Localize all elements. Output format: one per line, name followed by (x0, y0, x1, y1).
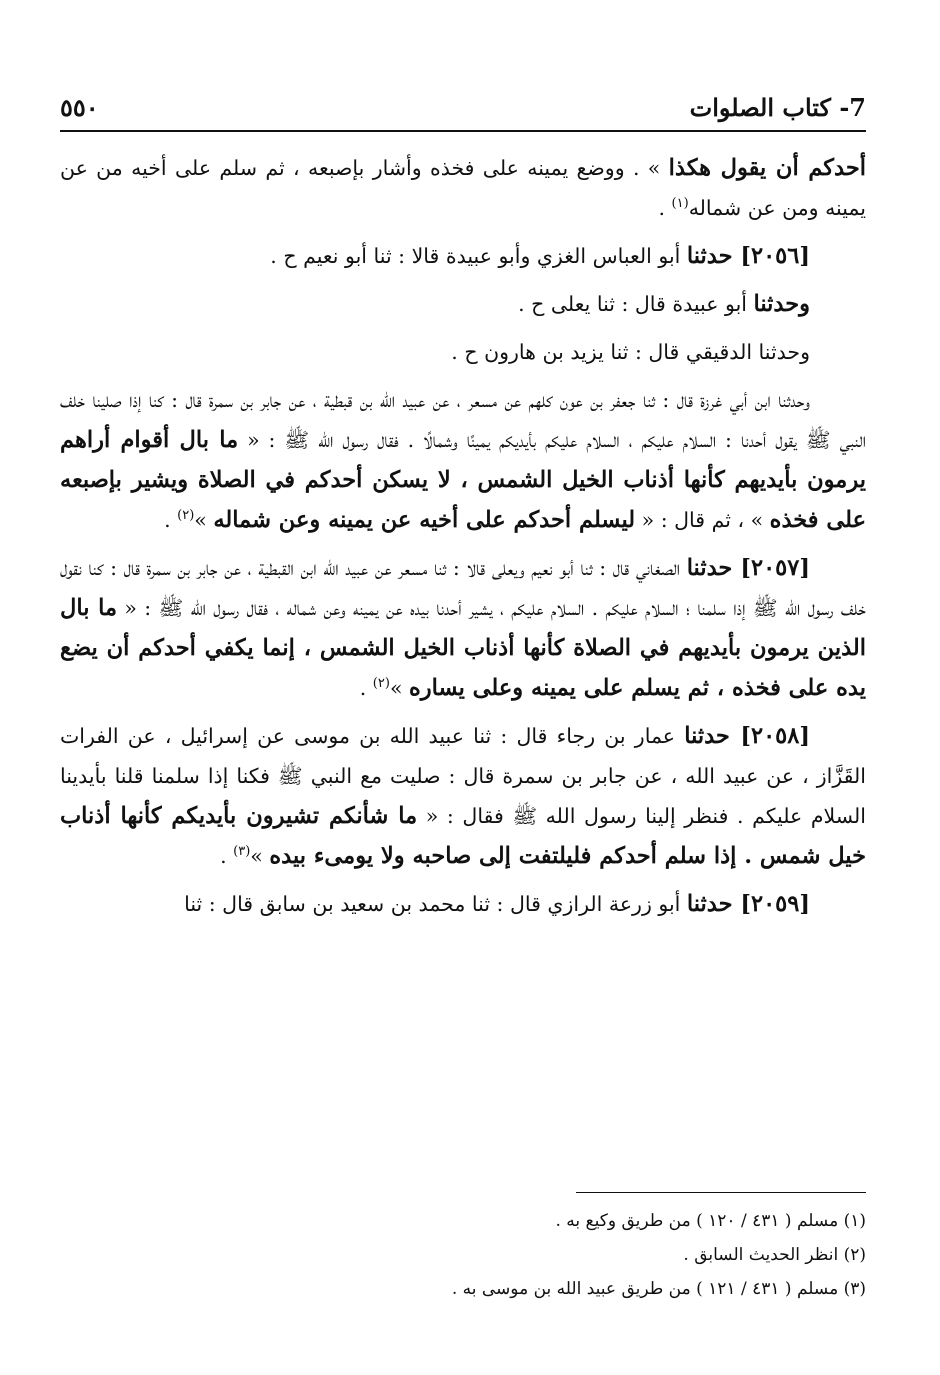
footnote-separator (576, 1192, 866, 1193)
paragraph-text: . (359, 676, 373, 700)
hadith-text-bold: ما بال الذين يرمون بأيديهم في الصلاة كأنها أذناب الخيل الشمس ، إنما يكفي أحدكم أن يضع يده على فخذه ، ثم يسلم على يمينه وعلى يساره (60, 595, 866, 701)
running-title: 7- كتاب الصلوات (689, 92, 866, 122)
paragraph-text: . (220, 844, 234, 868)
paragraph-text: عمار بن رجاء قال : ثنا عبيد الله بن موسى عن إسرائيل ، عن الفرات القَزَّاز ، عن عبيد الله ، عن جابر بن سمرة قال : صليت مع النبي ﷺ فكنا إذا سلمنا قلنا بأيدينا السلام عليكم . فنظر إلينا رسول الله ﷺ فقال : « (60, 724, 866, 828)
paragraph-text: . (658, 196, 672, 220)
hadith-2057 (60, 548, 866, 708)
paragraph-text: أبو عبيدة قال : ثنا يعلى ح . (518, 292, 754, 316)
footnote: (٢) انظر الحديث السابق . (683, 1245, 866, 1265)
footnotes (60, 1204, 866, 1306)
chain-paragraph (60, 380, 866, 540)
hadith-text-bold: ليسلم أحدكم على أخيه عن يمينه وعن شماله (213, 507, 636, 533)
paragraph-text: . (164, 508, 178, 532)
paragraph-continuation (60, 148, 866, 228)
page-number: ٥٥٠ (60, 92, 99, 122)
hadith-text-bold: أحدكم أن يقول هكذا (668, 155, 866, 181)
paragraph-text: » (250, 844, 270, 868)
chain-line (60, 284, 866, 324)
hadith-2059 (60, 884, 866, 924)
chain-line (60, 332, 866, 372)
footnote: (١) مسلم ( ٤٣١ / ١٢٠ ) من طريق وكيع به . (555, 1211, 866, 1231)
footnote-ref: (٢) (177, 508, 195, 524)
footnote-ref: (٣) (233, 844, 251, 860)
paragraph-text: أبو زرعة الرازي قال : ثنا محمد بن سعيد بن سابق قال : ثنا (184, 892, 687, 916)
paragraph-text: وحدثنا الدقيقي قال : ثنا يزيد بن هارون ح . (451, 340, 810, 364)
paragraph-text: أبو العباس الغزي وأبو عبيدة قالا : ثنا أبو نعيم ح . (270, 244, 687, 268)
hadith-2056 (60, 236, 866, 276)
paragraph-text: وحدثنا ابن أبي غرزة قال : ثنا جعفر بن عون كلهم عن مسعر ، عن عبيد الله بن قبطية ، عن جابر بن سمرة قال : كنا إذا صلينا خلف النبي ﷺ يقول أحدنا : السلام عليكم ، السلام عليكم بأيديكم يمينًا وشمالًا . فقال رسول الله ﷺ : « (60, 388, 866, 452)
paragraph-text: » (389, 676, 409, 700)
hadith-number: [٢٠٥٨] حدثنا (684, 723, 810, 749)
footnote-ref: (١) (671, 196, 689, 212)
hadith-2058 (60, 716, 866, 876)
chain-lead: وحدثنا (753, 291, 810, 317)
paragraph-text: » . ووضع يمينه على فخذه وأشار بإصبعه ، ثم سلم على أخيه من عن يمينه ومن عن شماله (60, 156, 866, 220)
paragraph-text: الصغاني قال : ثنا أبو نعيم ويعلى قالا : ثنا مسعر عن عبيد الله ابن القبطية ، عن جابر بن سمرة قال : كنا نقول خلف رسول الله ﷺ إذا سلمنا ؛ السلام عليكم . السلام عليكم ، يشير أحدنا بيده عن يمينه وعن شماله ، فقال رسول الله ﷺ : « (60, 556, 866, 620)
page-body (60, 148, 866, 932)
paragraph-text: » ، ثم قال : « (635, 508, 770, 532)
page-header (60, 84, 866, 132)
footnote-ref: (٢) (372, 676, 390, 692)
footnote: (٣) مسلم ( ٤٣١ / ١٢١ ) من طريق عبيد الله بن موسى به . (451, 1279, 866, 1299)
hadith-number: [٢٠٥٧] حدثنا (686, 555, 810, 581)
hadith-number: [٢٠٥٦] حدثنا (686, 243, 810, 269)
hadith-text-bold: ما بال أقوام أراهم يرمون بأيديهم كأنها أذناب الخيل الشمس ، لا يسكن أحدكم في الصلاة ويشير بإصبعه على فخذه (60, 427, 866, 533)
paragraph-text: » (194, 508, 214, 532)
hadith-number: [٢٠٥٩] حدثنا (686, 891, 810, 917)
hadith-text-bold: ما شأنكم تشيرون بأيديكم كأنها أذناب خيل شمس . إذا سلم أحدكم فليلتفت إلى صاحبه ولا يومىء بيده (60, 803, 866, 869)
